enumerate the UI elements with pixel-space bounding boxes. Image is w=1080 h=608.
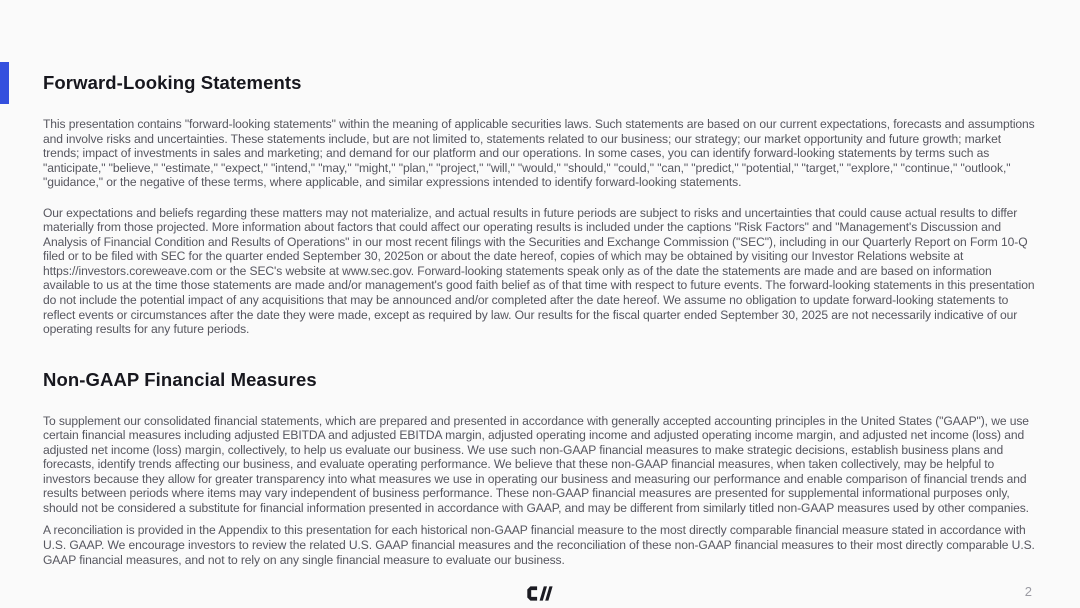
coreweave-logo-icon <box>527 586 554 601</box>
slide-content <box>43 72 1039 567</box>
non-gaap-paragraph-2: A reconciliation is provided in the Appendix to this presentation for each historical non-GAAP financial measure to the most directly comparable financial measure stated in accordance with U.S. GAAP. We encourage investors to review the related U.S. GAAP financial measures and the reconciliation of these non-GAAP financial measures to their most directly comparable U.S. GAAP financial measures, and not to rely on any single financial measure to evaluate our business. <box>43 523 1035 567</box>
title-accent-bar <box>0 62 9 104</box>
section-title-forward-looking-statements: Forward-Looking Statements <box>43 72 302 93</box>
non-gaap-paragraph-1: To supplement our consolidated financial statements, which are prepared and presented in accordance with generally accepted accounting principles in the United States ("GAAP"), we use certain financial measures including adjusted EBITDA and adjusted EBITDA margin, adjusted operating income and adjusted operating income margin, and adjusted net income (loss) and adjusted net income (loss) margin, collectively, to help us evaluate our business. We use such non-GAAP financial measures to make strategic decisions, establish business plans and forecasts, identify trends affecting our business, and evaluate operating performance. We believe that these non-GAAP financial measures, when taken collectively, may be helpful to investors because they allow for greater transparency into what measures we use in operating our business and measuring our performance and enable comparison of financial trends and results between periods where items may vary independent of business performance. These non-GAAP financial measures are presented for supplemental informational purposes only, should not be considered a substitute for financial information presented in accordance with GAAP, and may be different from similarly titled non-GAAP measures used by other companies. <box>43 413 1029 515</box>
page-number: 2 <box>1024 584 1032 599</box>
section-title-non-gaap-financial-measures: Non-GAAP Financial Measures <box>43 368 317 390</box>
forward-looking-paragraph-2: Our expectations and beliefs regarding these matters may not materialize, and actual results in future periods are subject to risks and uncertainties that could cause actual results to differ materially from those projected. More information about factors that could affect our operating results is included under the captions "Risk Factors" and "Management's Discussion and Analysis of Financial Condition and Results of Operations" in our most recent filings with the Securities and Exchange Commission ("SEC"), including in our Quarterly Report on Form 10-Q filed or to be filed with SEC for the quarter ended September 30, 2025on or about the date hereof, copies of which may be obtained by visiting our Investor Relations website at https://investors.coreweave.com or the SEC's website at www.sec.gov. Forward-looking statements speak only as of the date the statements are made and are based on information available to us at the time those statements are made and/or management's good faith belief as of that time with respect to future events. The forward-looking statements in this presentation do not include the potential impact of any acquisitions that may be announced and/or completed after the date hereof. We assume no obligation to update forward-looking statements to reflect events or circumstances after the date they were made, except as required by law. Our results for the fiscal quarter ended September 30, 2025 are not necessarily indicative of our operating results for any future periods. <box>43 205 1035 337</box>
forward-looking-paragraph-1: This presentation contains "forward-looking statements" within the meaning of applicable securities laws. Such statements are based on our current expectations, forecasts and assumptions and involve risks and uncertainties. These statements include, but are not limited to, statements related to our business; our strategy; our market opportunity and future growth; market trends; impact of investments in sales and marketing; and demand for our platform and our operations. In some cases, you can identify forward-looking statements by terms such as "anticipate," "believe," "estimate," "expect," "intend," "may," "might," "plan," "project," "will," "would," "should," "could," "can," "predict," "potential," "target," "explore," "continue," "outlook," "guidance," or the negative of these terms, where applicable, and similar expressions intended to identify forward-looking statements. <box>43 117 1035 190</box>
